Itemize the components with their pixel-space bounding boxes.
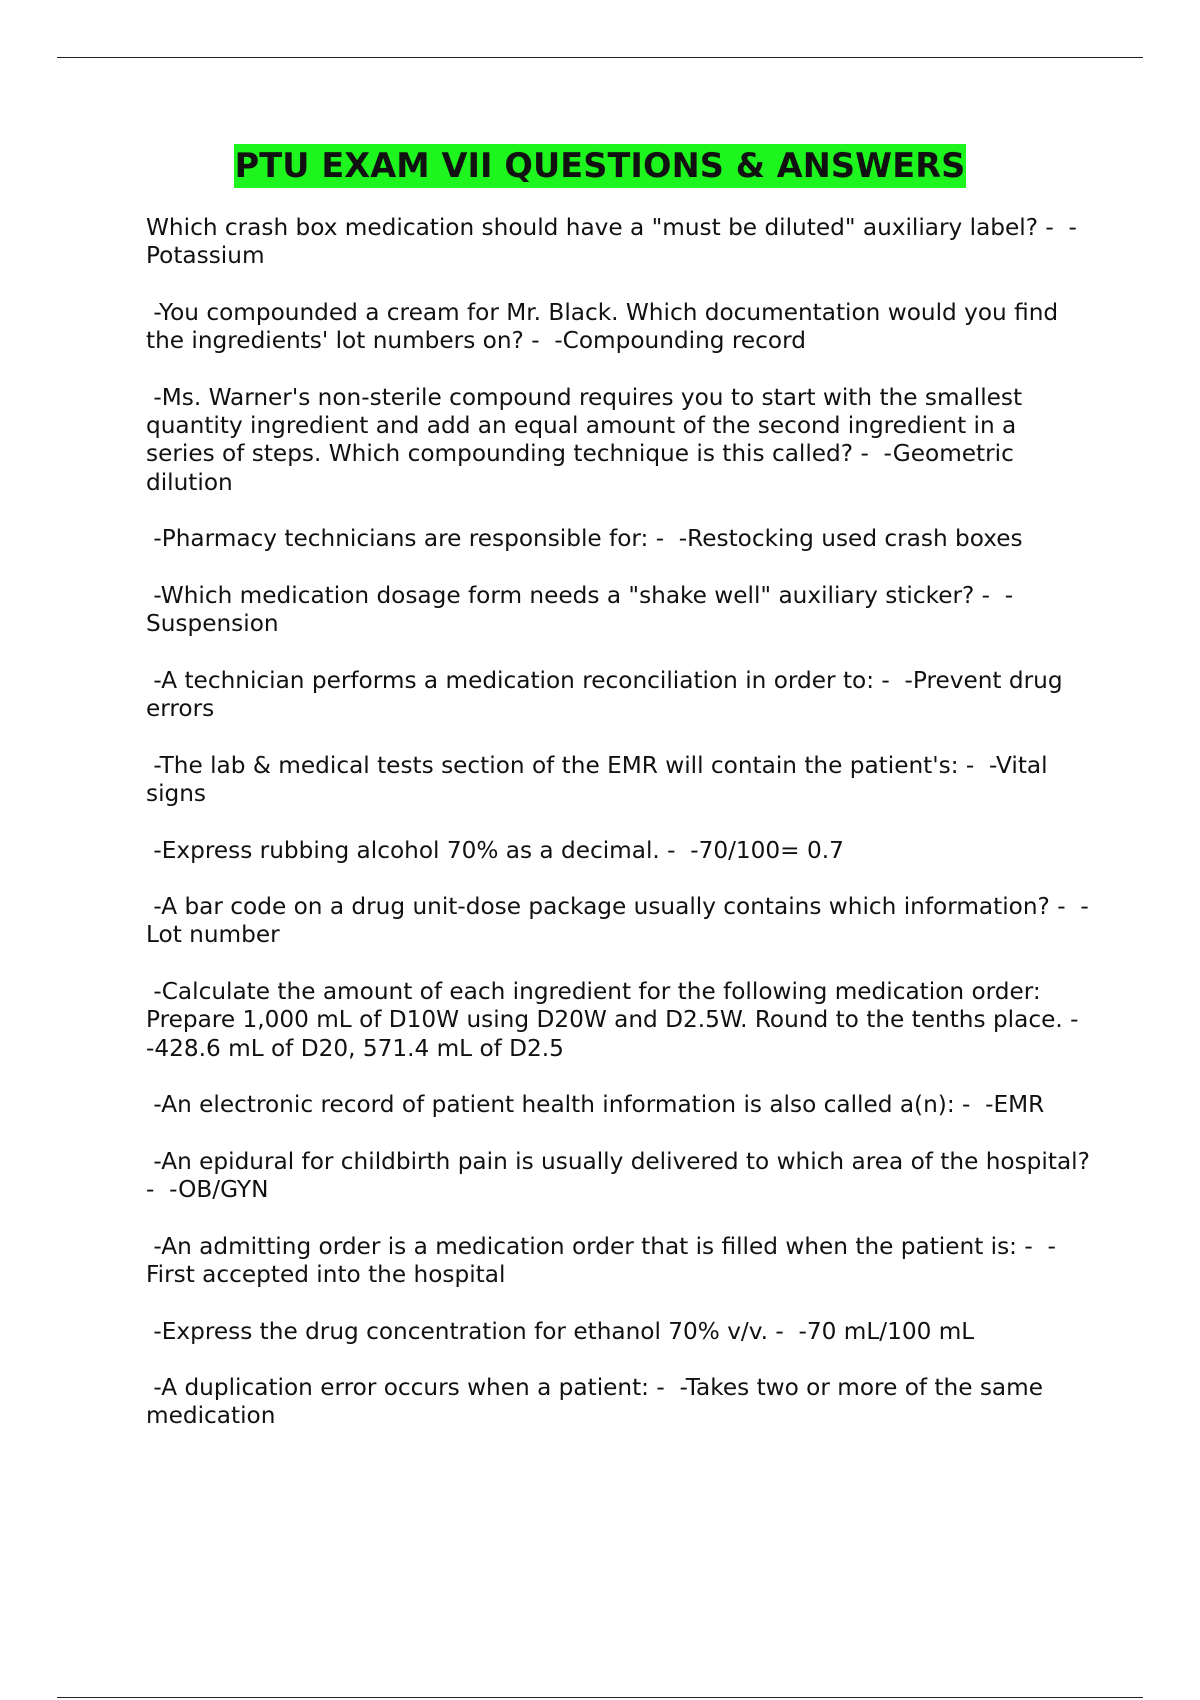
qa-list (146, 214, 1098, 1459)
qa-item-15: -A duplication error occurs when a patient: - -Takes two or more of the same medication (146, 1374, 1051, 1430)
qa-item-13: -An admitting order is a medication order that is filled when the patient is: - -First accepted into the hospital (146, 1232, 1056, 1288)
bottom-rule (57, 1697, 1143, 1698)
qa-item-8: -Express rubbing alcohol 70% as a decimal. - -70/100= 0.7 (146, 836, 844, 864)
qa-item-5: -Which medication dosage form needs a "shake well" auxiliary sticker? - -Suspension (146, 581, 1014, 638)
top-rule (57, 57, 1143, 58)
qa-item-12: -An epidural for childbirth pain is usually delivered to which area of the hospital? - -OB/GYN (146, 1147, 1098, 1204)
document-title: PTU EXAM VII QUESTIONS & ANSWERS (234, 144, 967, 188)
title-container (0, 144, 1200, 188)
qa-item-10: -Calculate the amount of each ingredient for the following medication order: Prepare 1,000 mL of D10W using D20W and D2.5W. Round to the tenths place. - -428.6 mL of D20, 571.4 mL of D2.5 (146, 978, 1094, 1062)
qa-item-9: -A bar code on a drug unit-dose package usually contains which information? - -Lot number (146, 893, 1089, 949)
qa-item-6: -A technician performs a medication reconciliation in order to: - -Prevent drug errors (146, 666, 1070, 723)
qa-item-1: Which crash box medication should have a "must be diluted" auxiliary label? - -Potassium (146, 214, 1077, 270)
qa-item-4: -Pharmacy technicians are responsible for: - -Restocking used crash boxes (146, 525, 1023, 553)
qa-item-3: -Ms. Warner's non-sterile compound requires you to start with the smallest quantity ingredient and add an equal amount of the second ingredient in a series of steps. Which compounding technique is this called? - -Geometric dilution (146, 383, 1030, 496)
qa-item-11: -An electronic record of patient health information is also called a(n): - -EMR (146, 1091, 1045, 1119)
qa-item-14: -Express the drug concentration for ethanol 70% v/v. - -70 mL/100 mL (146, 1317, 975, 1345)
qa-item-2: -You compounded a cream for Mr. Black. Which documentation would you find the ingredients' lot numbers on? - -Compounding record (146, 298, 1066, 355)
qa-item-7: -The lab & medical tests section of the EMR will contain the patient's: - -Vital signs (146, 751, 1055, 807)
